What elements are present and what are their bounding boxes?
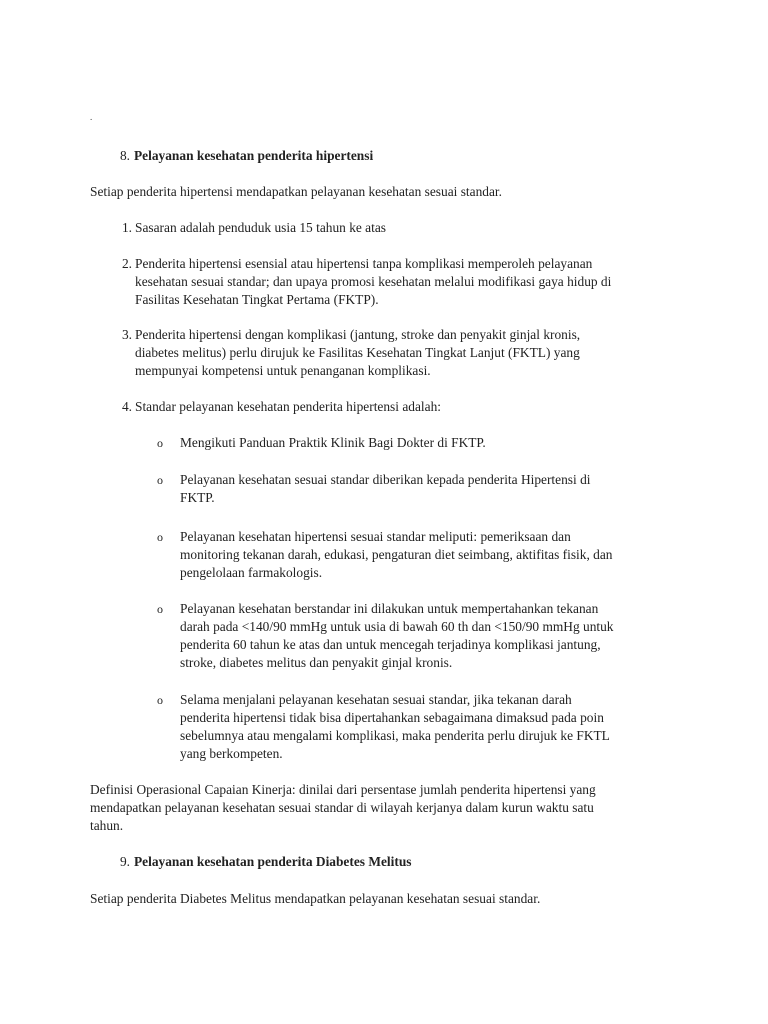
section-8-number: 8. — [119, 148, 130, 163]
bullet-line: penderita hipertensi tidak bisa dipertahankan sebagaimana dimaksud pada poin — [180, 710, 604, 725]
bullet-line: FKTP. — [180, 490, 215, 505]
item-number: 3. — [121, 327, 132, 342]
bullet-line: Pelayanan kesehatan hipertensi sesuai standar meliputi: pemeriksaan dan — [180, 529, 571, 544]
definition-line: Definisi Operasional Capaian Kinerja: dinilai dari persentase jumlah penderita hipertensi yang — [90, 782, 596, 797]
bullet-text — [180, 528, 680, 582]
item-text — [134, 255, 680, 309]
numbered-item-4 — [90, 398, 680, 416]
item-line: Penderita hipertensi dengan komplikasi (jantung, stroke dan penyakit ginjal kronis, — [135, 327, 581, 342]
item-number: 2. — [121, 256, 132, 271]
item-line: Standar pelayanan kesehatan penderita hipertensi adalah: — [135, 399, 441, 414]
numbered-item-1 — [90, 219, 680, 237]
definition-paragraph — [90, 781, 680, 835]
bullet-text — [180, 471, 680, 507]
bullet-line: yang berkompeten. — [180, 746, 283, 761]
bullet-line: Pelayanan kesehatan berstandar ini dilakukan untuk mempertahankan tekanan — [180, 601, 599, 616]
bullet-item-5 — [90, 691, 680, 763]
item-number: 4. — [121, 399, 132, 414]
bullet-line: monitoring tekanan darah, edukasi, pengaturan diet seimbang, aktifitas fisik, dan — [180, 547, 613, 562]
bullet-line: Pelayanan kesehatan sesuai standar diberikan kepada penderita Hipertensi di — [180, 472, 591, 487]
bullet-line: darah pada <140/90 mmHg untuk usia di bawah 60 th dan <150/90 mmHg untuk — [180, 619, 614, 634]
bullet-marker: o — [157, 530, 163, 544]
section-9-title: Pelayanan kesehatan penderita Diabetes Melitus — [134, 854, 412, 869]
bullet-line: sebelumnya atau mengalami komplikasi, maka penderita perlu dirujuk ke FKTL — [180, 728, 610, 743]
bullet-text — [180, 434, 680, 452]
bullet-marker: o — [157, 473, 163, 487]
item-line: Sasaran adalah penduduk usia 15 tahun ke atas — [135, 220, 386, 235]
bullet-line: Mengikuti Panduan Praktik Klinik Bagi Dokter di FKTP. — [180, 435, 486, 450]
bullet-marker: o — [157, 436, 163, 450]
bullet-marker: o — [157, 693, 163, 707]
item-line: Penderita hipertensi esensial atau hipertensi tanpa komplikasi memperoleh pelayanan — [135, 256, 593, 271]
definition-line: mendapatkan pelayanan kesehatan sesuai standar di wilayah kerjanya dalam kurun waktu satu — [90, 800, 594, 815]
item-line: Fasilitas Kesehatan Tingkat Pertama (FKTP). — [135, 292, 379, 307]
item-text — [134, 219, 680, 237]
bullet-line: Selama menjalani pelayanan kesehatan sesuai standar, jika tekanan darah — [180, 692, 572, 707]
section-8-title: Pelayanan kesehatan penderita hipertensi — [134, 148, 374, 163]
bullet-item-1 — [90, 434, 680, 452]
bullet-line: pengelolaan farmakologis. — [180, 565, 323, 580]
numbered-item-3 — [90, 326, 680, 380]
bullet-text — [180, 691, 680, 763]
item-line: kesehatan sesuai standar; dan upaya promosi kesehatan melalui modifikasi gaya hidup di — [135, 274, 612, 289]
bullet-marker: o — [157, 602, 163, 616]
bullet-text — [180, 600, 680, 672]
section-9-heading — [90, 853, 411, 871]
section-9-number: 9. — [119, 854, 130, 869]
bullet-item-4 — [90, 600, 680, 672]
document-page — [90, 0, 680, 1024]
item-line: mempunyai kompetensi untuk penanganan komplikasi. — [135, 363, 431, 378]
item-text — [134, 326, 680, 380]
item-text — [134, 398, 680, 416]
bullet-item-3 — [90, 528, 680, 582]
section-8-heading — [90, 147, 373, 165]
section-8-intro: Setiap penderita hipertensi mendapatkan pelayanan kesehatan sesuai standar. — [90, 184, 502, 199]
section-9-intro: Setiap penderita Diabetes Melitus mendapatkan pelayanan kesehatan sesuai standar. — [90, 891, 541, 906]
bullet-item-2 — [90, 471, 680, 507]
stray-mark: . — [90, 112, 93, 122]
numbered-item-2 — [90, 255, 680, 309]
definition-line: tahun. — [90, 818, 124, 833]
bullet-line: stroke, diabetes melitus dan penyakit ginjal kronis. — [180, 655, 453, 670]
bullet-line: penderita 60 tahun ke atas dan untuk mencegah terjadinya komplikasi jantung, — [180, 637, 601, 652]
item-number: 1. — [121, 220, 132, 235]
item-line: diabetes melitus) perlu dirujuk ke Fasilitas Kesehatan Tingkat Lanjut (FKTL) yang — [135, 345, 580, 360]
